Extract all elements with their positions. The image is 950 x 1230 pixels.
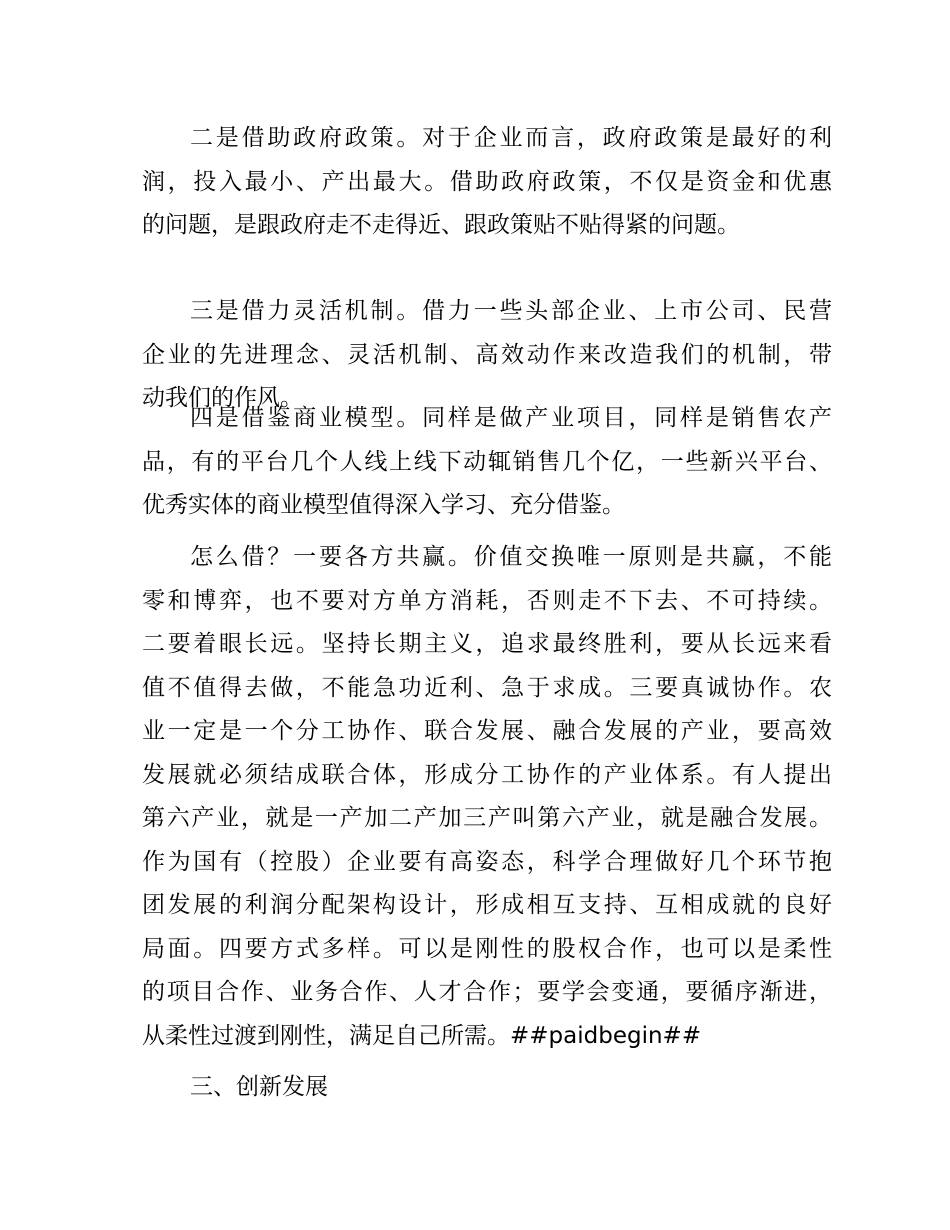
text-line: 第六产业，就是一产加二产加三产叫第六产业，就是融合发展。	[142, 805, 832, 831]
text-line: 局面。四要方式多样。可以是刚性的股权合作，也可以是柔性	[142, 935, 832, 962]
text-line: 品，有的平台几个人线上线下动辄销售几个亿，一些新兴平台、	[142, 448, 832, 475]
text-line: 值不值得去做，不能急功近利、急于求成。三要真诚协作。农	[142, 674, 832, 701]
text-line: 润，投入最小、产出最大。借助政府政策，不仅是资金和优惠	[142, 168, 832, 195]
text-line: 三是借力灵活机制。借力一些头部企业、上市公司、民营	[190, 298, 832, 324]
text-line: 从柔性过渡到刚性，满足自己所需。##paidbegin##	[142, 1022, 702, 1049]
text-line: 二是借助政府政策。对于企业而言，政府政策是最好的利	[190, 125, 832, 151]
text-line: 团发展的利润分配架构设计，形成相互支持、互相成就的良好	[142, 892, 832, 918]
text-line: 怎么借？一要各方共赢。价值交换唯一原则是共赢，不能	[190, 544, 832, 570]
section-heading-innovation	[142, 1066, 832, 1110]
text-line: 动我们的作风。	[142, 385, 303, 411]
text-line: 二要着眼长远。坚持长期主义，追求最终胜利，要从长远来看	[142, 631, 832, 657]
text-line: 企业的先进理念、灵活机制、高效动作来改造我们的机制，带	[142, 341, 832, 368]
text-line: 零和博弈，也不要对方单方消耗，否则走不下去、不可持续。	[142, 587, 832, 614]
text-line: 四是借鉴商业模型。同样是做产业项目，同样是销售农产	[190, 405, 832, 431]
text-line: 的问题，是跟政府走不走得近、跟政策贴不贴得紧的问题。	[142, 212, 740, 238]
text-line: 的项目合作、业务合作、人才合作；要学会变通，要循序渐进，	[142, 979, 832, 1005]
text-line: 优秀实体的商业模型值得深入学习、充分借鉴。	[142, 492, 625, 518]
text-line: 发展就必须结成联合体，形成分工协作的产业体系。有人提出	[142, 761, 832, 788]
paragraph-business-model	[142, 397, 832, 528]
text-line: 业一定是一个分工协作、联合发展、融合发展的产业，要高效	[142, 718, 832, 744]
section-heading: 三、创新发展	[190, 1074, 328, 1100]
text-line: 作为国有（控股）企业要有高姿态，科学合理做好几个环节抱	[142, 848, 832, 875]
paragraph-how-to-borrow	[142, 536, 832, 1058]
paragraph-policy	[142, 117, 832, 248]
